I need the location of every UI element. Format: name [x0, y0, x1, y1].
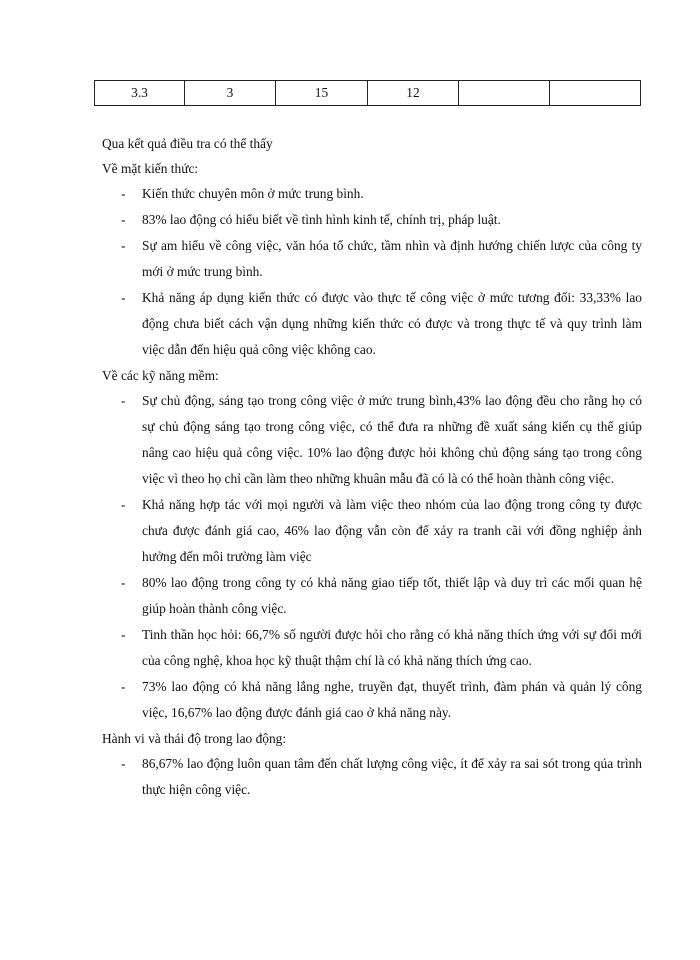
- list-item-text: 86,67% lao động luôn quan tâm đến chất lượng công việc, ít để xảy ra sai sót trong qúa trình thực hiện công việc.: [142, 756, 642, 797]
- table-cell-3: 15: [276, 81, 368, 106]
- intro-paragraph: Qua kết quả điều tra có thể thấy: [102, 136, 273, 151]
- table-cell-1: 3.3: [95, 81, 185, 106]
- table-row: [95, 81, 641, 106]
- list-item: [102, 388, 642, 492]
- bullet-dash: -: [121, 497, 126, 512]
- list-item-text: Khả năng áp dụng kiến thức có được vào thực tế công việc ở mức tương đối: 33,33% lao động chưa biết cách vận dụng những kiến thức có được và trong thực tế và quy trình làm việc dẫn đến hiệu quả công việc không cao.: [142, 290, 642, 357]
- data-table: [94, 80, 641, 106]
- list-item-text: 73% lao động có khả năng lắng nghe, truyền đạt, thuyết trình, đàm phán và quản lý công việc, 16,67% lao động được đánh giá cao ở khả năng này.: [142, 679, 642, 720]
- bullet-dash: -: [121, 393, 126, 408]
- list-item: [102, 570, 642, 622]
- table-cell-5: [459, 81, 550, 106]
- bullet-dash: -: [121, 238, 126, 253]
- list-item: [102, 233, 642, 285]
- list-item-text: Tinh thần học hỏi: 66,7% số người được hỏi cho rằng có khả năng thích ứng với sự đổi mới của công nghệ, khoa học kỹ thuật thậm chí là có khả năng thích ứng cao.: [142, 627, 642, 668]
- soft-skills-list: [102, 388, 642, 726]
- bullet-dash: -: [121, 212, 126, 227]
- bullet-dash: -: [121, 290, 126, 305]
- list-item-text: 83% lao động có hiểu biết về tình hình kinh tế, chính trị, pháp luật.: [142, 212, 501, 227]
- knowledge-heading: Về mặt kiến thức:: [102, 161, 199, 176]
- bullet-dash: -: [121, 186, 126, 201]
- table-cell-4: 12: [368, 81, 459, 106]
- table-cell-6: [550, 81, 641, 106]
- list-item: [102, 751, 642, 803]
- bullet-dash: -: [121, 756, 126, 771]
- knowledge-list: [102, 181, 642, 363]
- list-item-text: 80% lao động trong công ty có khả năng giao tiếp tốt, thiết lập và duy trì các mối quan hệ giúp hoàn thành công việc.: [142, 575, 642, 616]
- list-item: [102, 674, 642, 726]
- behavior-list: [102, 751, 642, 803]
- list-item-text: Sự am hiểu về công việc, văn hóa tổ chức, tầm nhìn và định hướng chiến lược của công ty mới ở mức trung bình.: [142, 238, 642, 279]
- list-item: [102, 285, 642, 363]
- list-item: [102, 181, 642, 207]
- soft-skills-heading: Về các kỹ năng mềm:: [102, 368, 219, 383]
- list-item-text: Khả năng hợp tác với mọi người và làm việc theo nhóm của lao động trong công ty được chưa được đánh giá cao, 46% lao động vẫn còn để xảy ra tranh cãi với đồng nghiệp ảnh hưởng đến môi trường làm việc: [142, 497, 642, 564]
- list-item-text: Kiến thức chuyên môn ở mức trung bình.: [142, 186, 364, 201]
- list-item-text: Sự chủ động, sáng tạo trong công việc ở mức trung bình,43% lao động đều cho rằng họ có sự chủ động sáng tạo trong công việc, có thể đưa ra những đề xuất sáng kiến cụ thể giúp nâng cao hiệu quả công việc. 10% lao động được hỏi không chủ động sáng tạo trong công việc vì theo họ chỉ cần làm theo những khuân mẫu đã có là có thể hoàn thành công việc.: [142, 393, 642, 486]
- behavior-heading: Hành vi và thái độ trong lao động:: [102, 731, 287, 746]
- document-body: [102, 131, 642, 803]
- list-item: [102, 622, 642, 674]
- list-item: [102, 492, 642, 570]
- table-cell-2: 3: [185, 81, 276, 106]
- bullet-dash: -: [121, 627, 126, 642]
- list-item: [102, 207, 642, 233]
- bullet-dash: -: [121, 679, 126, 694]
- bullet-dash: -: [121, 575, 126, 590]
